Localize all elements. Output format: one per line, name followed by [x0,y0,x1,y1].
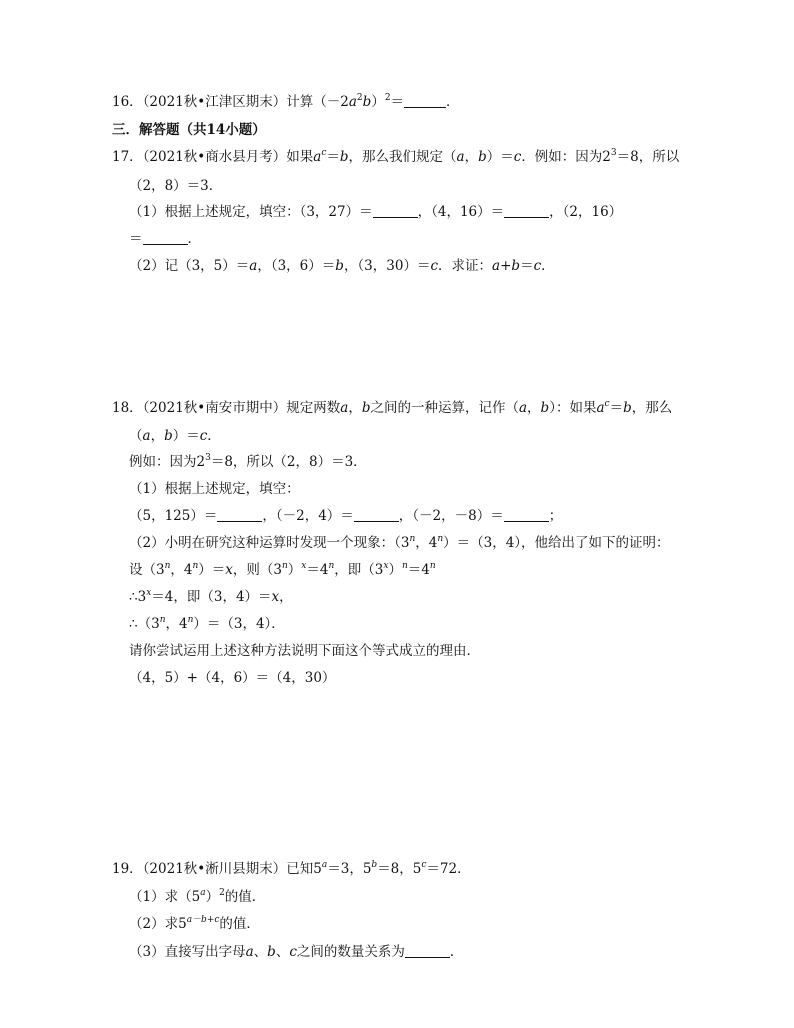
question-18-line-8: $\therefore 3^x=4$，即（3，4）＝x， [129,588,293,605]
question-18-line-9: ∴（3$^n$，$4^n)=(3$，4）． [129,615,285,632]
question-18-line-7: 设（3$^n$，$4^n)=x$，则$(3^n)^x=4^n$，即$(3^x)^n=4^n$ [129,561,436,578]
question-18-line-5: （5，125）＝ ，（－2，4）＝ ，（－2，－8）＝ ； [129,508,563,524]
answer-blank[interactable] [504,509,549,522]
question-18-line-1: 18．（2021秋•南安市期中）规定两数a，b之间的一种运算，记作（a，b）：如果$a^c=b$，那么 [112,399,673,416]
question-18-line-3: 例如：因为$2^3=8$，所以（2，8）＝3． [129,453,367,470]
question-source: （2021秋•淅川县期末） [142,861,287,877]
answer-blank[interactable] [143,232,188,245]
question-18-line-2: （a，b）＝c． [129,428,221,444]
question-18-line-6: （2）小明在研究这种运算时发现一个现象：（3$^n$，$4^n)=(3$，4），他给出了如下的证明： [129,534,670,551]
question-19-line-4: （3）直接写出字母a、b、c之间的数量关系为 ． [129,944,464,960]
section-heading: 三．解答题（共14小题） [112,122,266,138]
question-19-line-2: （1）求$(5^a)^2$的值． [129,888,266,905]
question-18-line-4: （1）根据上述规定，填空： [129,481,300,497]
question-16: 16．（2021秋•江津区期末）计算$(-2a^2b)^2=$ ． [112,93,460,110]
question-number: 19． [112,861,143,877]
question-number: 18． [112,400,143,416]
question-source: （2021秋•商水县月考） [142,149,287,165]
answer-blank[interactable] [217,509,262,522]
question-17-line-2: （2，8）＝3． [129,178,223,194]
question-18-line-11: （4，5）+（4，6）＝（4，30） [129,670,336,686]
answer-blank[interactable] [404,95,446,108]
question-17-line-4: ＝ ． [129,231,201,247]
question-17-line-1: 17．（2021秋•商水县月考）如果$a^c=b$，那么我们规定（a，b）＝c．例如：因为$2^3=8$，所以 [112,148,680,165]
answer-blank[interactable] [504,205,549,218]
question-19-line-1: 19．（2021秋•淅川县期末）已知$5^a=3$，$5^b=8$，$5^c=72$． [112,860,471,877]
question-source: （2021秋•江津区期末） [142,94,287,110]
answer-blank[interactable] [405,945,450,958]
question-number: 17． [112,149,143,165]
question-number: 16． [112,94,143,110]
question-19-line-3: （2）求$5^{a-b+c}$的值． [129,915,260,932]
question-source: （2021秋•南安市期中） [142,400,287,416]
question-17-line-3: （1）根据上述规定，填空：（3，27）＝ ，（4，16）＝ ，（2，16） [129,204,623,220]
question-18-line-10: 请你尝试运用上述这种方法说明下面这个等式成立的理由． [129,643,480,659]
question-17-line-5: （2）记（3，5）＝a，（3，6）＝b，（3，30）＝c．求证：a+b＝c． [129,258,555,274]
answer-blank[interactable] [373,205,418,218]
answer-blank[interactable] [354,509,399,522]
